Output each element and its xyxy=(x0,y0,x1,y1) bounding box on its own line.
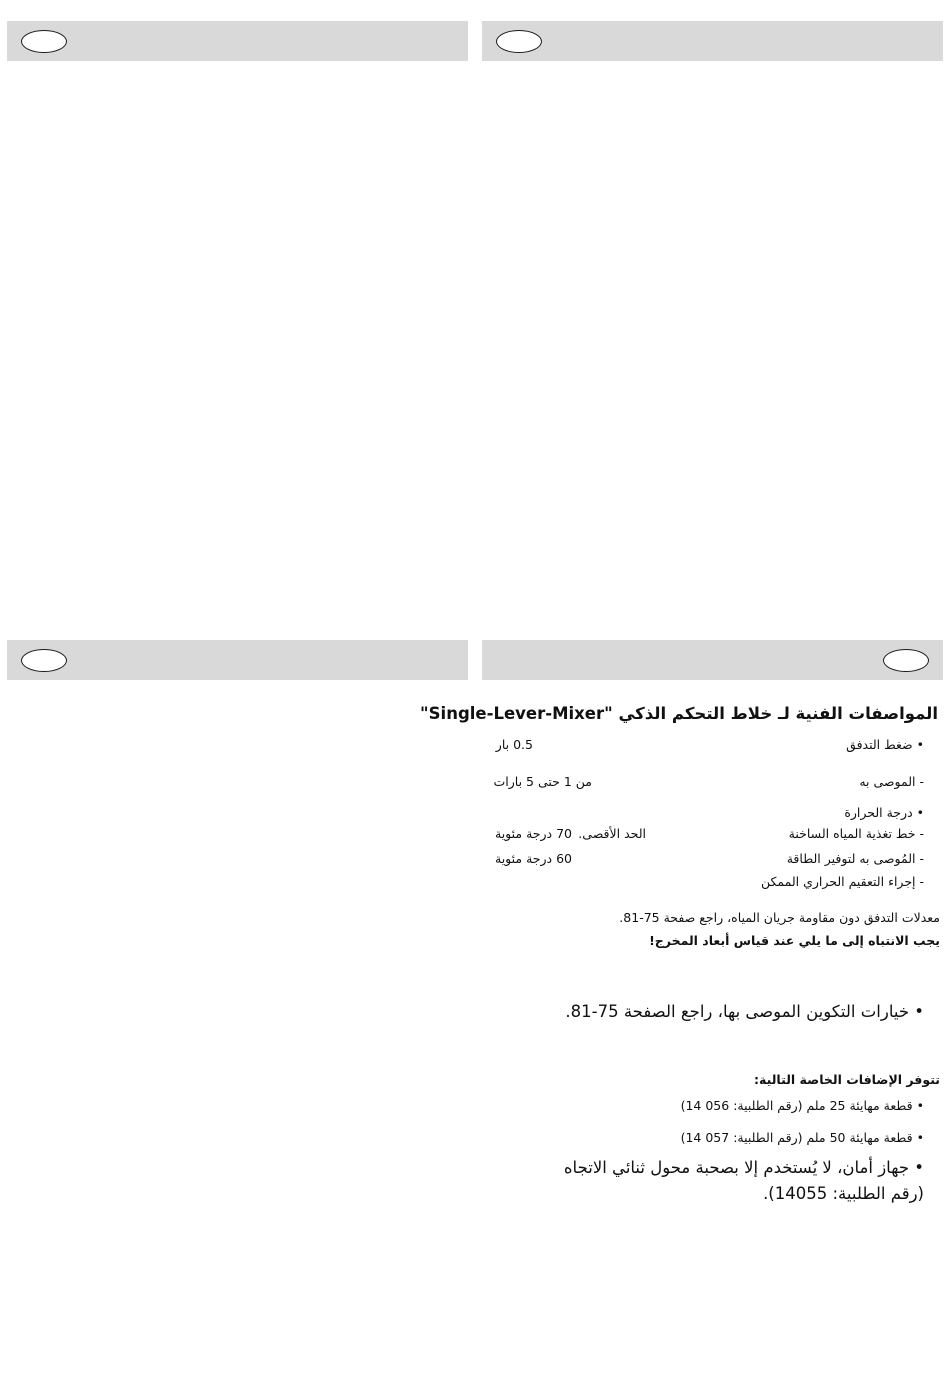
section-header-bottom-right xyxy=(482,640,943,680)
extra-item-adapter-50: • قطعة مهايئة 50 ملم (رقم الطلبية: 057 14) xyxy=(680,1130,924,1145)
language-oval xyxy=(496,30,542,53)
temperature-label: • درجة الحرارة xyxy=(844,805,924,820)
language-oval xyxy=(883,649,929,672)
energy-label: - المُوصى به لتوفير الطاقة xyxy=(786,851,924,866)
recommended-value: من 1 حتى 5 بارات xyxy=(493,774,592,789)
safety-device-line-1: • جهاز أمان، لا يُستخدم إلا بصحبة محول ثنائي الاتجاه xyxy=(563,1158,924,1177)
config-options: • خيارات التكوين الموصى بها، راجع الصفحة 75-81. xyxy=(565,1002,924,1021)
section-header-top-right xyxy=(482,21,943,61)
language-oval xyxy=(21,649,67,672)
energy-value: 60 درجة مئوية xyxy=(495,851,572,866)
disinfection-label: - إجراء التعقيم الحراري الممكن xyxy=(760,874,924,889)
flow-rates-note: معدلات التدفق دون مقاومة جريان المياه، راجع صفحة 75-81. xyxy=(619,910,940,925)
extra-item-adapter-25: • قطعة مهايئة 25 ملم (رقم الطلبية: 056 14) xyxy=(680,1098,924,1113)
hot-supply-max-label: الحد الأقصى. xyxy=(578,826,646,841)
hot-supply-label: - خط تغذية المياه الساخنة xyxy=(788,826,924,841)
safety-device-line-2: (رقم الطلبية: 14055). xyxy=(763,1184,924,1203)
spec-title: المواصفات الفنية لـ خلاط التحكم الذكي "Single-Lever-Mixer" xyxy=(420,704,938,723)
flow-pressure-value: 0.5 بار xyxy=(495,737,533,752)
attention-note: يجب الانتباه إلى ما يلي عند قياس أبعاد المخرج! xyxy=(649,933,940,948)
section-header-bottom-left xyxy=(7,640,468,680)
hot-supply-value: 70 درجة مئوية xyxy=(495,826,572,841)
recommended-label: - الموصى به xyxy=(859,774,924,789)
section-header-top-left xyxy=(7,21,468,61)
extras-heading: تتوفر الإضافات الخاصة التالية: xyxy=(754,1072,940,1087)
flow-pressure-label: • ضغط التدفق xyxy=(846,737,924,752)
language-oval xyxy=(21,30,67,53)
